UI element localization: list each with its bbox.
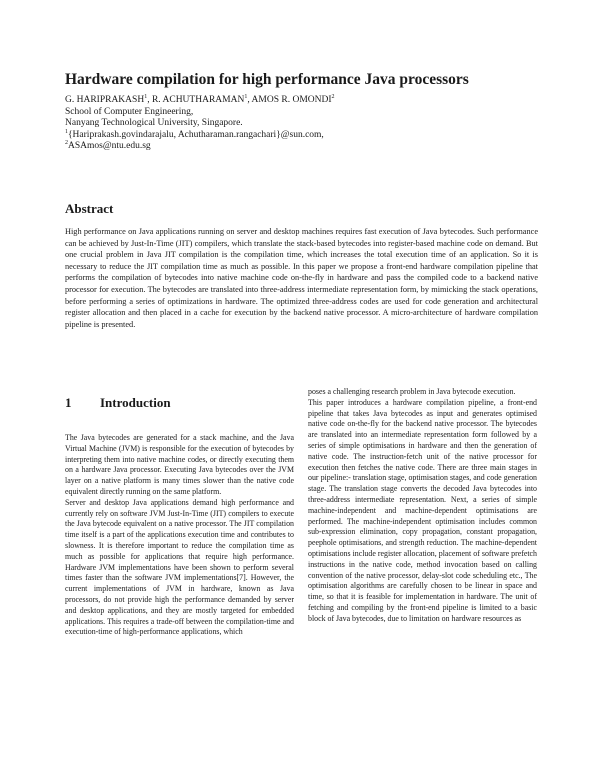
author-name: AMOS R. OMONDI [251, 95, 332, 105]
section-number: 1 [65, 395, 72, 410]
section-heading [65, 395, 171, 411]
body-paragraph: Server and desktop Java applications demand high performance and currently rely on software JVM Just-In-Time (JIT) compilers to execute the Java bytecode equivalent on a native processor. The JIT compilation time itself is a part of the applications execution time and contributes to slowness. It is therefore important to reduce the compilation time as much as possible for applications that require high performance. Hardware JVM implementations have been shown to perform several times faster than the software JVM implementations[7]. However, the current implementations of JVM in hardware, known as Java processors, do not provide high the performance demanded by server and desktop applications, and they are mostly targeted for embedded applications. This requires a trade-off between the compilation-time and execution-time of high-performance applications, which [65, 497, 294, 637]
email-line [65, 141, 545, 153]
email-line [65, 130, 545, 142]
paper-title: Hardware compilation for high performance Java processors [65, 71, 469, 88]
author-name: R. ACHUTHARAMAN [151, 95, 245, 105]
email-text: ASAmos@ntu.edu.sg [68, 141, 151, 151]
section-title: Introduction [100, 395, 171, 410]
author-sup: 1 [244, 93, 248, 100]
body-paragraph: This paper introduces a hardware compilation pipeline, a front-end pipeline that takes Java bytecodes as input and generates optimised native code on-the-fly for the backend native processor. The bytecodes are translated into an intermediate representation form followed by a series of simple optimisations in hardware and then the generation of native code. The instruction-fetch unit of the native processor for execution then fetches the native code. There are three main stages in our pipeline:- translation stage, optimisation stages, and code generation stage. The translation stage converts the decoded Java bytecodes into three-address intermediate representation. Next, a series of simple machine-independent and machine-dependent optimisations are performed. The machine-independent optimisation includes common sub-expression elimination, copy propagation, constant propagation, peephole optimisations, and strength reduction. The machine-dependent optimisations include register allocation, placement of software prefetch instructions in the native code, method invocation based on calling convention of the native processor, delay-slot code scheduling etc., The optimisation algorithms are carefully chosen to be linear in space and time, so that it is feasible for implementation in hardware. The unit of fetching and compiling by the front-end pipeline is limited to a basic block of Java bytecodes, due to limitation on hardware resources as [308, 397, 537, 623]
left-column [65, 433, 294, 638]
author-sup: 1 [144, 93, 148, 100]
body-paragraph: poses a challenging research problem in Java bytecode execution. [308, 387, 516, 396]
email-sup: 2 [65, 139, 68, 146]
email-sup: 1 [65, 128, 68, 135]
affiliation-line: School of Computer Engineering, [65, 106, 194, 117]
author-line: G. HARIPRAKASH$^1$, R. ACHUTHARAMAN$^1$, AMOS R. OMONDI$^2$ [65, 93, 335, 105]
abstract-text: High performance on Java applications running on server and desktop machines requires fast execution of Java bytecodes. Such performance can be achieved by Just-In-Time (JIT) compilers, which translate the stack-based bytecodes into register-based machine code on demand. But one crucial problem in Java JIT compilation is the compilation time, which increases the total execution time of an application. So it is necessary to reduce the JIT compilation time as much as possible. In this paper we propose a front-end hardware compilation pipeline that performs the compilation of bytecodes into native machine code on-the-fly in hardware and pass the compiled code to a backend native processor for execution. The bytecodes are translated into three-address intermediate representation form, by mimicking the stack operations, before performing a series of optimizations in hardware. The optimized three-address codes are used for code generation and architectural register allocation and then placed in a cache for execution by the backend native processor. A micro-architecture of hardware compilation pipeline is presented. [65, 227, 538, 329]
author-block [65, 95, 545, 153]
abstract-heading: Abstract [65, 201, 114, 216]
right-column [308, 387, 537, 625]
body-paragraph: The Java bytecodes are generated for a stack machine, and the Java Virtual Machine (JVM) is responsible for the execution of bytecodes by interpreting them into native machine codes, or directly executing them on a hardware Java processor. Executing Java bytecodes over the JVM layer on a native platform is many times slower than the native code equivalent directly running on the same platform. [65, 433, 294, 496]
affiliation-line: Nanyang Technological University, Singapore. [65, 118, 243, 128]
author-sup: 2 [331, 93, 335, 100]
author-name: G. HARIPRAKASH [65, 95, 145, 105]
email-text: {Hariprakash.govindarajalu, Achutharaman.rangachari}@sun.com, [68, 129, 324, 140]
